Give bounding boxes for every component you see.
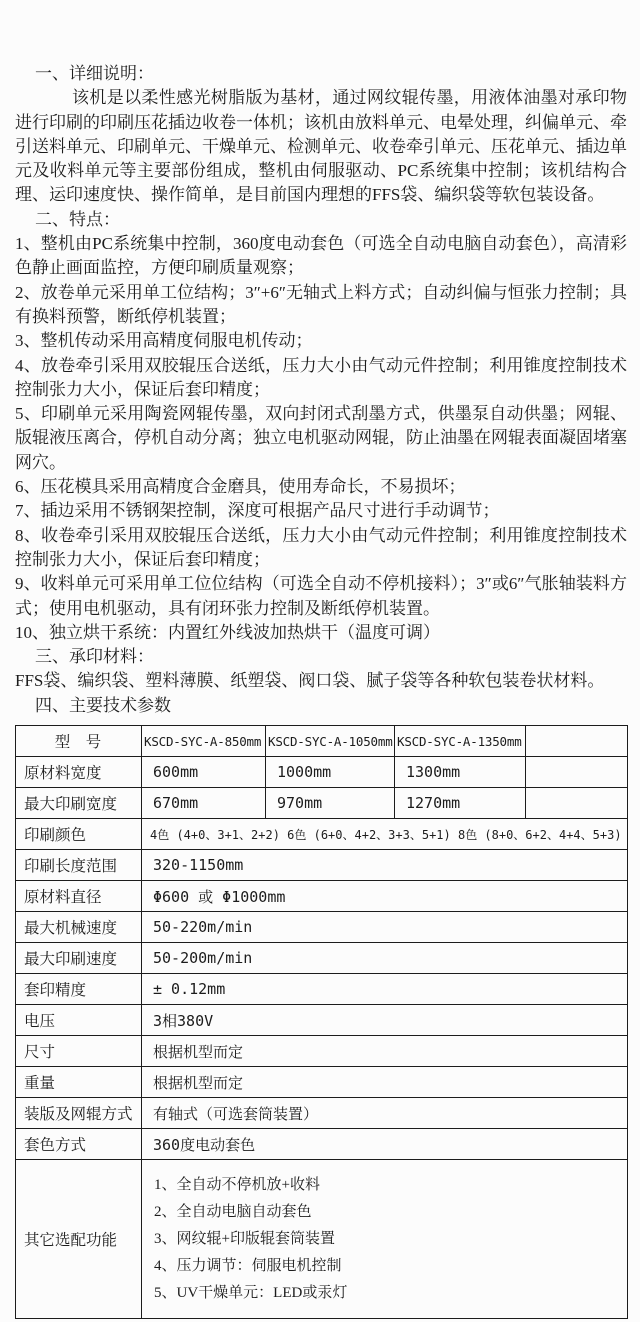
feature-item-3: 3、整机传动采用高精度伺服电机传动；: [15, 331, 313, 351]
feature-item-4: 4、放卷牵引采用双胶辊压合送纸，压力大小由气动元件控制；利用锥度控制技术控制张力大小，保证后套印精度；: [15, 355, 627, 399]
spec-row-material-diameter: [16, 881, 628, 912]
spec-label: 尺寸: [16, 1036, 142, 1067]
model-cell-1050: KSCD-SYC-A-1050mm: [266, 726, 395, 757]
spec-row-print-speed: [16, 943, 628, 974]
feature-item-8: 8、收卷牵引采用双胶辊压合送纸，压力大小由气动元件控制；利用锥度控制技术控制张力大小，保证后套印精度；: [15, 525, 627, 569]
spec-table: [15, 725, 628, 1319]
section-heading-materials: 三、承印材料：: [35, 647, 154, 667]
option-item-4: 4、压力调节：伺服电机控制: [154, 1257, 342, 1274]
spec-row-machine-speed: [16, 912, 628, 943]
spec-value: 4色 (4+0、3+1、2+2) 6色 (6+0、4+2、3+3、5+1) 8色 (8+0、6+2、4+4、5+3): [142, 819, 628, 850]
spec-value: 50-220m/min: [142, 912, 628, 943]
intro-paragraph: 该机是以柔性感光树脂版为基材，通过网纹辊传墨，用液体油墨对承印物进行印刷的印刷压花插边收卷一体机；该机由放料单元、电晕处理，纠偏单元、牵引送料单元、印刷单元、干燥单元、检测单元、收卷牵引单元、压花单元、插边单元及收料单元等主要部份组成，整机由伺服驱动、PC系统集中控制；该机结构合理、运印速度快、操作简单，是目前国内理想的FFS袋、编织袋等软包装设备。: [15, 88, 627, 205]
spec-label: 最大印刷宽度: [16, 788, 142, 819]
spec-label: 最大机械速度: [16, 912, 142, 943]
spec-value: 360度电动套色: [142, 1129, 628, 1160]
spec-value: 根据机型而定: [142, 1036, 628, 1067]
spec-label: 印刷长度范围: [16, 850, 142, 881]
spec-value: 600mm: [142, 757, 266, 788]
spec-value: 1000mm: [266, 757, 395, 788]
empty-cell: [526, 757, 628, 788]
spec-value: Φ600 或 Φ1000mm: [142, 881, 628, 912]
spec-row-voltage: [16, 1005, 628, 1036]
feature-item-9: 9、收料单元可采用单工位位结构（可选全自动不停机接料）；3″或6″气胀轴装料方式；使用电机驱动，具有闭环张力控制及断纸停机装置。: [15, 574, 627, 618]
spec-label: 其它选配功能: [16, 1160, 142, 1319]
spec-label: 装版及网辊方式: [16, 1098, 142, 1129]
spec-row-size: [16, 1036, 628, 1067]
spec-value: 1270mm: [395, 788, 526, 819]
model-cell-850: KSCD-SYC-A-850mm: [142, 726, 266, 757]
spec-row-register-mode: [16, 1129, 628, 1160]
spec-value: 970mm: [266, 788, 395, 819]
spec-label: 套印精度: [16, 974, 142, 1005]
empty-cell: [526, 788, 628, 819]
materials-line: FFS袋、编织袋、塑料薄膜、纸塑袋、阀口袋、腻子袋等各种软包装卷状材料。: [15, 671, 605, 691]
spec-row-colors: [16, 819, 628, 850]
spec-value: 有轴式（可选套筒装置）: [142, 1098, 628, 1129]
spec-value: 1300mm: [395, 757, 526, 788]
model-cell-1350: KSCD-SYC-A-1350mm: [395, 726, 526, 757]
spec-label: 电压: [16, 1005, 142, 1036]
spec-row-material-width: [16, 757, 628, 788]
option-item-3: 3、网纹辊+印版辊套筒装置: [154, 1230, 335, 1247]
spec-label-model: 型 号: [16, 726, 142, 757]
spec-label: 原材料宽度: [16, 757, 142, 788]
spec-label: 原材料直径: [16, 881, 142, 912]
option-item-5: 5、UV干燥单元：LED或汞灯: [154, 1284, 348, 1301]
empty-cell: [526, 726, 628, 757]
option-item-2: 2、全自动电脑自动套色: [154, 1203, 312, 1220]
section-heading-features: 二、特点：: [35, 209, 120, 229]
spec-value: ± 0.12mm: [142, 974, 628, 1005]
feature-item-6: 6、压花模具采用高精度合金磨具，使用寿命长，不易损坏；: [15, 477, 466, 497]
spec-value: 670mm: [142, 788, 266, 819]
spec-row-plate-mounting: [16, 1098, 628, 1129]
spec-row-print-length: [16, 850, 628, 881]
spec-row-register-accuracy: [16, 974, 628, 1005]
feature-item-7: 7、插边采用不锈钢架控制，深度可根据产品尺寸进行手动调节；: [15, 501, 500, 521]
spec-row-options: [16, 1160, 628, 1319]
spec-label: 印刷颜色: [16, 819, 142, 850]
spec-value: 320-1150mm: [142, 850, 628, 881]
spec-value: 3相380V: [142, 1005, 628, 1036]
spec-row-weight: [16, 1067, 628, 1098]
spec-label: 最大印刷速度: [16, 943, 142, 974]
options-cell: [142, 1160, 628, 1319]
spec-label: 重量: [16, 1067, 142, 1098]
feature-item-5: 5、印刷单元采用陶瓷网辊传墨，双向封闭式刮墨方式，供墨泵自动供墨；网辊、版辊液压离合，停机自动分离；独立电机驱动网辊，防止油墨在网辊表面凝固堵塞网穴。: [15, 404, 627, 472]
option-item-1: 1、全自动不停机放+收料: [154, 1176, 320, 1193]
spec-label: 套色方式: [16, 1129, 142, 1160]
spec-value: 根据机型而定: [142, 1067, 628, 1098]
section-heading-description: 一、详细说明：: [35, 64, 154, 83]
spec-row-model: [16, 726, 628, 757]
spec-row-print-width: [16, 788, 628, 819]
section-heading-specs: 四、主要技术参数: [35, 695, 171, 715]
spec-value: 50-200m/min: [142, 943, 628, 974]
feature-item-10: 10、独立烘干系统：内置红外线波加热烘干（温度可调）: [15, 622, 440, 642]
feature-item-2: 2、放卷单元采用单工位结构；3″+6″无轴式上料方式；自动纠偏与恒张力控制；具有换料预警，断纸停机装置；: [15, 282, 627, 326]
feature-item-1: 1、整机由PC系统集中控制，360度电动套色（可选全自动电脑自动套色），高清彩色静止画面监控，方便印刷质量观察；: [15, 234, 627, 278]
